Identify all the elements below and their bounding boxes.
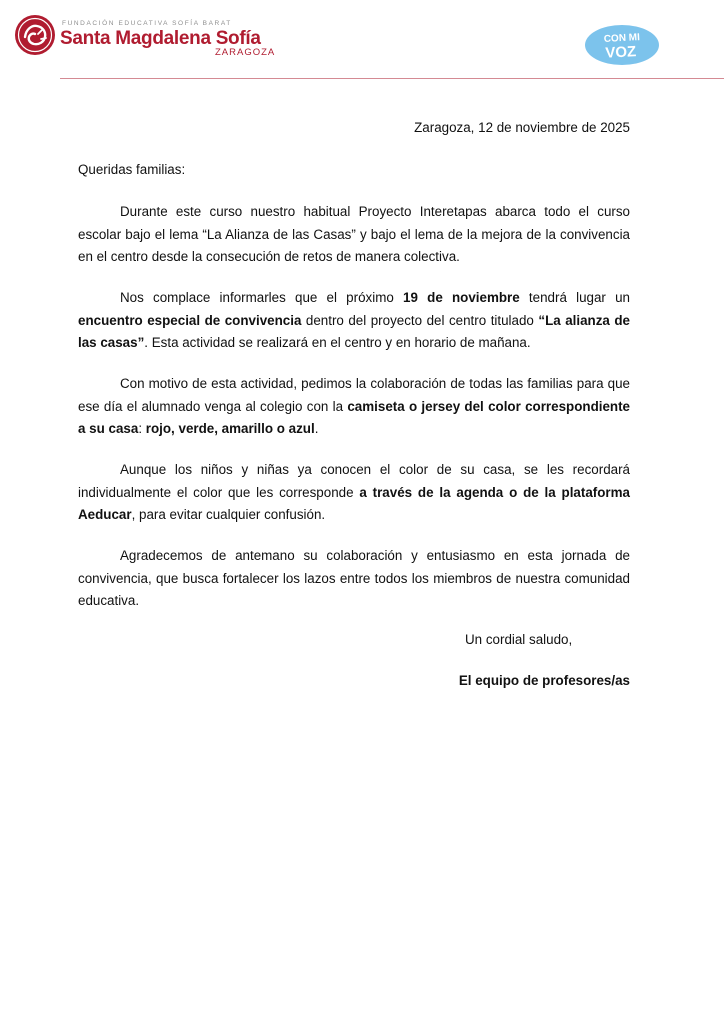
badge-line-1: CON MI	[603, 32, 641, 45]
paragraph-4	[78, 459, 630, 527]
project-title: “La alianza de las casas”	[78, 312, 630, 351]
foundation-name: FUNDACIÓN EDUCATIVA SOFÍA BARAT	[62, 20, 232, 27]
school-name: Santa Magdalena Sofía	[60, 28, 261, 49]
con-mi-voz-badge	[584, 24, 660, 66]
p4-text-a: Aunque los niños y niñas ya conocen el color de su casa, se les recordará individualmente el color que les corresponde	[78, 462, 630, 500]
event-date: 19 de noviembre	[403, 290, 520, 305]
paragraph-2	[78, 287, 630, 355]
p4-text-c: , para evitar cualquier confusión.	[131, 507, 326, 523]
reminder-channel: a través de la agenda o de la plataforma Aeducar	[78, 484, 630, 523]
p3-text-e: .	[314, 421, 319, 437]
p2-text-e: dentro del proyecto del centro titulado	[301, 312, 539, 328]
signature: El equipo de profesores/as	[458, 673, 630, 688]
paragraph-1: Durante este curso nuestro habitual Proyecto Interetapas abarca todo el curso escolar bajo el lema “La Alianza de las Casas” y bajo el lema de la mejora de la convivencia en el centro desde la consecución de retos de manera colectiva.	[78, 204, 630, 265]
paragraph-3	[78, 373, 630, 441]
salutation: Queridas familias:	[78, 162, 186, 177]
closing-line: Un cordial saludo,	[465, 632, 573, 647]
school-city: ZARAGOZA	[215, 47, 276, 58]
letter-date: Zaragoza, 12 de noviembre de 2025	[414, 120, 630, 135]
paragraph-5: Agradecemos de antemano su colaboración y entusiasmo en esta jornada de convivencia, que busca fortalecer los lazos entre todos los miembros de nuestra comunidad educativa.	[78, 548, 630, 609]
school-seal-icon	[14, 14, 56, 56]
school-logo	[14, 14, 276, 58]
p2-text-a: Nos complace informarles que el próximo	[120, 290, 404, 305]
letterhead	[0, 0, 724, 80]
event-name: encuentro especial de convivencia	[78, 312, 302, 328]
p3-text-c: :	[138, 421, 146, 437]
house-colors: rojo, verde, amarillo o azul	[145, 421, 315, 437]
clothing-item: camiseta o jersey del color correspondiente a su casa	[78, 398, 631, 437]
badge-line-2: VOZ	[604, 43, 637, 62]
p2-text-g: . Esta actividad se realizará en el centro y en horario de mañana.	[144, 335, 531, 351]
p3-text-a: Con motivo de esta actividad, pedimos la colaboración de todas las familias para que ese día el alumnado venga al colegio con la	[78, 376, 630, 414]
header-divider	[60, 78, 724, 79]
p2-text-c: tendrá lugar un	[519, 290, 630, 305]
